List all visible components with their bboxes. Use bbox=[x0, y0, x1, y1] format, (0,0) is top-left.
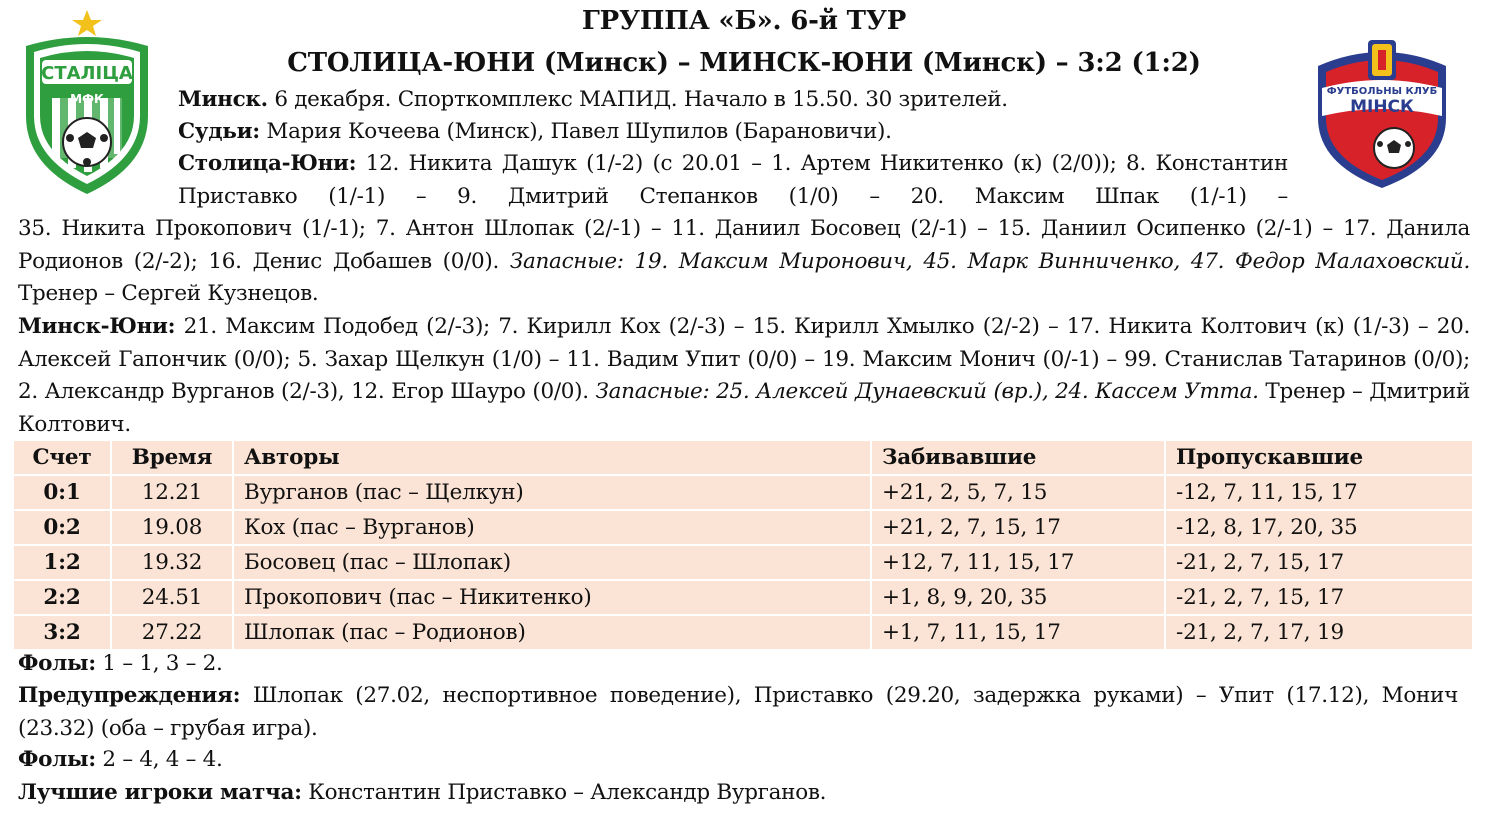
title-line-1: ГРУППА «Б». 6-й ТУР bbox=[581, 6, 907, 36]
minsk-logo bbox=[1308, 32, 1456, 192]
stalica-logo bbox=[18, 6, 156, 196]
match-info-place bbox=[178, 84, 1288, 117]
team1-lineup-top bbox=[178, 148, 1288, 213]
cell-time: 24.51 bbox=[111, 580, 233, 615]
match-info-referees bbox=[178, 116, 1288, 149]
team2-lineup bbox=[18, 311, 1470, 441]
team1-lineup-bottom bbox=[18, 213, 1470, 311]
fouls-first bbox=[18, 648, 1470, 681]
team1-label: Столица-Юни: bbox=[178, 151, 357, 176]
cell-time: 12.21 bbox=[111, 475, 233, 510]
best-text: Константин Приставко – Александр Вурганов. bbox=[301, 780, 827, 805]
team2-coach: Тренер – Дмитрий Колтович. bbox=[18, 379, 1470, 437]
cell-authors: Вурганов (пас – Щелкун) bbox=[233, 475, 871, 510]
warnings bbox=[18, 680, 1458, 745]
cell-authors: Прокопович (пас – Никитенко) bbox=[233, 580, 871, 615]
cell-score: 2:2 bbox=[14, 580, 111, 615]
cell-scorers: +21, 2, 7, 15, 17 bbox=[871, 510, 1165, 545]
best-label: Лучшие игроки матча: bbox=[18, 780, 302, 805]
cell-time: 19.08 bbox=[111, 510, 233, 545]
table-row bbox=[14, 580, 1473, 615]
svg-text:ФУТБОЛЬНЫ КЛУБ: ФУТБОЛЬНЫ КЛУБ bbox=[1326, 86, 1438, 97]
fouls1-label: Фолы: bbox=[18, 651, 96, 676]
cell-conceded: -21, 2, 7, 17, 19 bbox=[1165, 615, 1473, 650]
cell-scorers: +1, 7, 11, 15, 17 bbox=[871, 615, 1165, 650]
table-row bbox=[14, 615, 1473, 650]
table-row bbox=[14, 475, 1473, 510]
warnings-text: Шлопак (27.02, неспортивное поведение), Приставко (29.20, задержка руками) – Упит (17.12), Монич (23.32) (оба – грубая игра). bbox=[18, 683, 1458, 741]
fouls2-label: Фолы: bbox=[18, 747, 96, 772]
header-conceded: Пропускавшие bbox=[1165, 441, 1473, 475]
cell-authors: Босовец (пас – Шлопак) bbox=[233, 545, 871, 580]
goals-table-header bbox=[14, 441, 1473, 475]
goals-table bbox=[14, 441, 1474, 651]
header-scorers: Забивавшие bbox=[871, 441, 1165, 475]
cell-time: 27.22 bbox=[111, 615, 233, 650]
cell-authors: Шлопак (пас – Родионов) bbox=[233, 615, 871, 650]
referees-label: Судьи: bbox=[178, 119, 260, 144]
team2-subs: Запасные: 25. Алексей Дунаевский (вр.), 24. Кассем Утта. bbox=[595, 379, 1259, 404]
best-players bbox=[18, 777, 1470, 810]
cell-conceded: -12, 7, 11, 15, 17 bbox=[1165, 475, 1473, 510]
place-text: 6 декабря. Спорткомплекс МАПИД. Начало в 15.50. 30 зрителей. bbox=[267, 87, 1008, 112]
cell-score: 0:1 bbox=[14, 475, 111, 510]
team1-subs: Запасные: 19. Максим Миронович, 45. Марк Винниченко, 47. Федор Малаховский. bbox=[509, 248, 1471, 274]
cell-scorers: +12, 7, 11, 15, 17 bbox=[871, 545, 1165, 580]
place-label: Минск. bbox=[178, 87, 268, 112]
cell-conceded: -21, 2, 7, 15, 17 bbox=[1165, 545, 1473, 580]
referees-text: Мария Кочеева (Минск), Павел Шупилов (Барановичи). bbox=[259, 119, 892, 144]
svg-text:МФК: МФК bbox=[70, 92, 104, 106]
header-time: Время bbox=[111, 441, 233, 475]
svg-text:СТАЛIЦА: СТАЛIЦА bbox=[41, 63, 133, 84]
fouls-second bbox=[18, 744, 1470, 777]
team1-lineup-b: 35. Никита Прокопович (1/-1); 7. Антон Шлопак (2/-1) – 11. Даниил Босовец (2/-1) – 15. Даниил Осипенко (2/-1) – 17. Данила Родионов (2/-2); 16. Денис Добашев (0/0). bbox=[18, 216, 1470, 274]
cell-score: 0:2 bbox=[14, 510, 111, 545]
cell-time: 19.32 bbox=[111, 545, 233, 580]
header-authors: Авторы bbox=[233, 441, 871, 475]
fouls1-text: 1 – 1, 3 – 2. bbox=[95, 651, 223, 676]
team2-label: Минск-Юни: bbox=[18, 314, 176, 339]
cell-conceded: -12, 8, 17, 20, 35 bbox=[1165, 510, 1473, 545]
table-row bbox=[14, 545, 1473, 580]
cell-score: 1:2 bbox=[14, 545, 111, 580]
cell-conceded: -21, 2, 7, 15, 17 bbox=[1165, 580, 1473, 615]
warnings-label: Предупреждения: bbox=[18, 683, 241, 708]
cell-score: 3:2 bbox=[14, 615, 111, 650]
table-row bbox=[14, 510, 1473, 545]
cell-authors: Кох (пас – Вурганов) bbox=[233, 510, 871, 545]
title-line-2: СТОЛИЦА-ЮНИ (Минск) – МИНСК-ЮНИ (Минск) – 3:2 (1:2) bbox=[287, 48, 1201, 78]
team1-coach: Тренер – Сергей Кузнецов. bbox=[18, 281, 319, 306]
fouls2-text: 2 – 4, 4 – 4. bbox=[95, 747, 223, 772]
team1-lineup-a: 12. Никита Дашук (1/-2) (с 20.01 – 1. Артем Никитенко (к) (2/0)); 8. Константин Приставко (1/-1) – 9. Дмитрий Степанков (1/0) – 20. Максим Шпак (1/-1) – bbox=[178, 151, 1288, 209]
svg-text:МІНСК: МІНСК bbox=[1350, 97, 1414, 117]
team2-lineup-text: 21. Максим Подобед (2/-3); 7. Кирилл Кох (2/-3) – 15. Кирилл Хмылко (2/-2) – 17. Никита Колтович (к) (1/-3) – 20. Алексей Гапончик (0/0); 5. Захар Щелкун (1/0) – 11. Вадим Упит (0/0) – 19. Максим Монич (0/-1) – 99. Станислав Татаринов (0/0); 2. Александр Вурганов (2/-3), 12. Егор Шауро (0/0). bbox=[18, 314, 1470, 404]
cell-scorers: +1, 8, 9, 20, 35 bbox=[871, 580, 1165, 615]
header-score: Счет bbox=[14, 441, 111, 475]
cell-scorers: +21, 2, 5, 7, 15 bbox=[871, 475, 1165, 510]
